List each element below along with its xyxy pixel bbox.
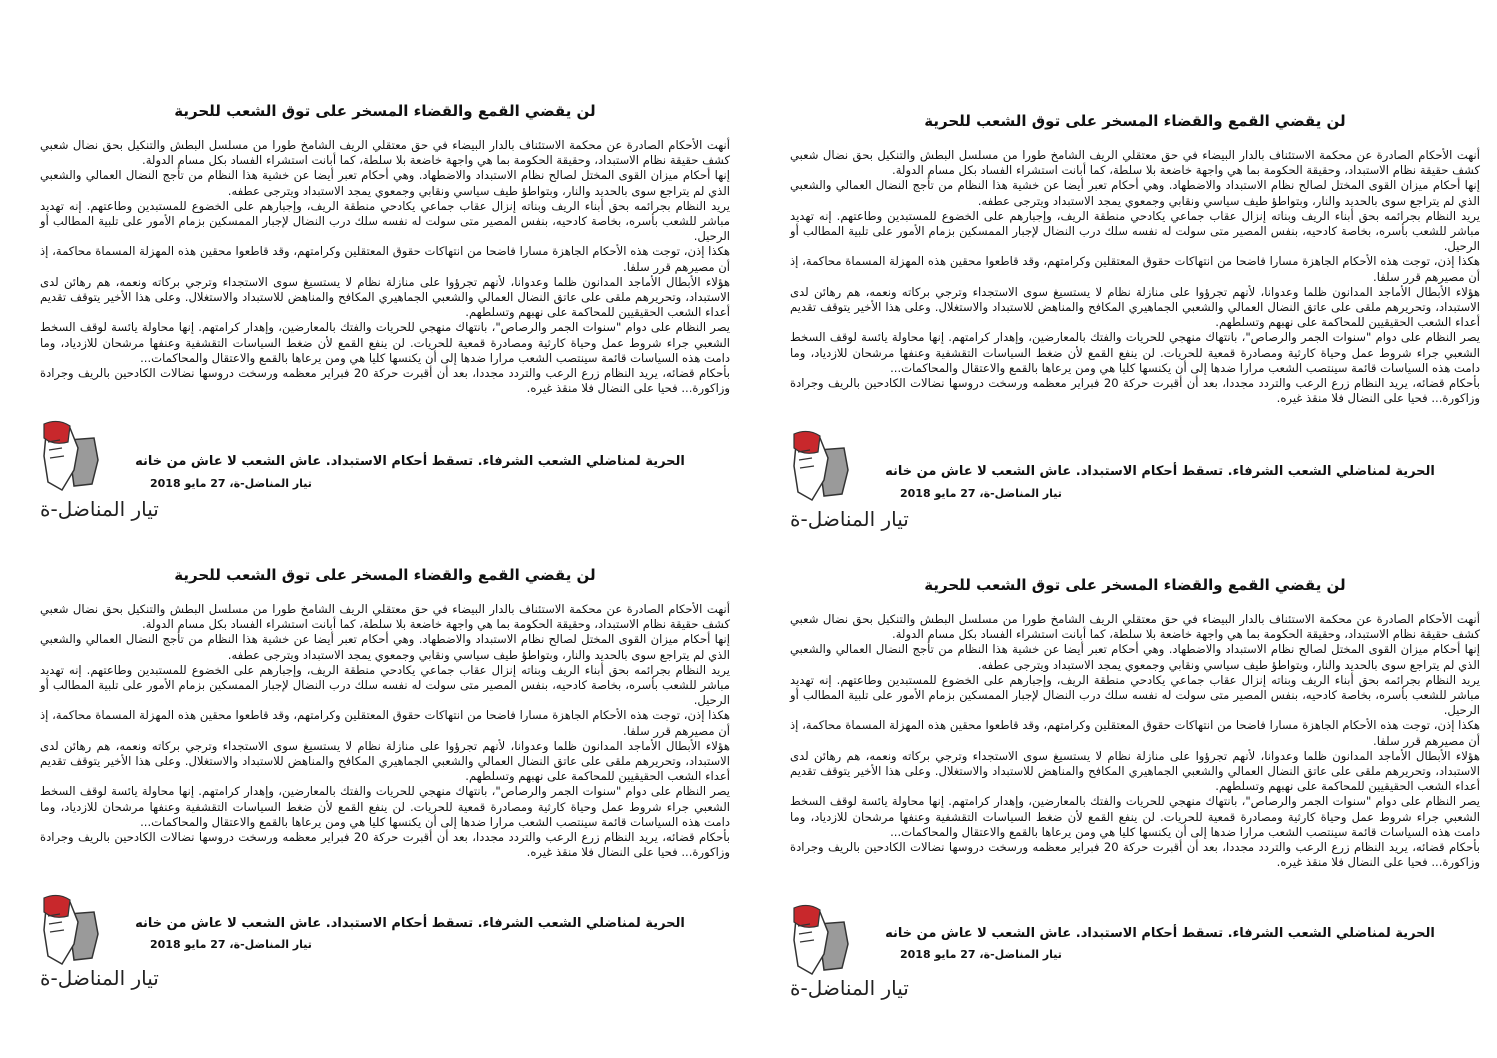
leaflet-title: لن يقضي القمع والقضاء المسخر على توق الشعب للحرية (924, 112, 1346, 130)
paragraph: هكذا إذن، توجت هذه الأحكام الجاهزة مسارا فاضحا من انتهاكات حقوق المعتقلين وكرامتهم، وقد قاطعوا محقين هذه المهزلة المسماة محاكمة، إذ أن مصيرهم قرر سلفا. (790, 718, 1480, 748)
paragraph: إنها أحكام ميزان القوى المختل لصالح نظام الاستبداد والاضطهاد. وهي أحكام تعبر أيضا عن خشية هذا النظام من تأجج النضال العمالي والشعبي الذي لم يتراجع سوى بالحديد والنار، وبتواطؤ طيف سياسي ونقابي وجمعوي يمجد الاستبداد ويترجى عطفه. (790, 178, 1480, 208)
paragraph: هؤلاء الأبطال الأماجد المدانون ظلما وعدوانا، لأنهم تجرؤوا على منازلة نظام لا يستسيغ سوى الاستجداء وترجي بركاته ونعمه، هم رهائن لدى الاستبداد، وتحريرهم ملقى على عاتق النضال العمالي والشعبي الجماهيري المكافح والمناهض للاستبداد والاستغلال. وعلى هذا الأخير يتوقف تقديم أعداء الشعب الحقيقيين للمحاكمة على نهبهم وتسلطهم. (40, 274, 730, 320)
paragraph: بأحكام قضائه، يريد النظام زرع الرعب والتردد مجددا، بعد أن أقبرت حركة 20 فبراير معظمه ورسخت دروسها نضالات الكادحين بالريف وجرادة وزاكورة... فحيا على النضال فلا منقذ غيره. (40, 366, 730, 396)
raised-fist-logo-icon (40, 420, 102, 492)
raised-fist-logo-icon (790, 904, 852, 976)
signature-date: تيار المناضل-ة، 27 مايو 2018 (900, 948, 1062, 961)
raised-fist-logo-icon (40, 894, 102, 966)
paragraph: يصر النظام على دوام "سنوات الجمر والرصاص"، بانتهاك منهجي للحريات والفتك بالمعارضين، وإهدار كرامتهم. إنها محاولة يائسة لوقف السخط الشعبي جراء شروط عمل وحياة كارثية ومصادرة قمعية للحريات. لن ينفع القمع لأن ضغط السياسات التقشفية وعنفها مرشحان للازدياد، وما دامت هذه السياسات قائمة سينتصب الشعب مرارا ضدها إلى أن يكنسها كليا هي ومن يرعاها بالقمع والاعتقال والمحاكمات... (790, 330, 1480, 375)
signature-date: تيار المناضل-ة، 27 مايو 2018 (150, 477, 312, 490)
leaflet-bottom-right (790, 576, 1480, 1046)
organization-logo-text: تيار المناضل-ة (40, 966, 159, 990)
paragraph: يريد النظام بجرائمه بحق أبناء الريف وبناته إنزال عقاب جماعي يكادحي منطقة الريف، وإجبارهم على الخضوع للمستبدين وطاعتهم. إنه تهديد مباشر للشعب بأسره، بخاصة كادحيه، بنفس المصير متى سولت له نفسه سلك درب النضال لإجبار الممسكين بزمام الأمور على تلبية المطالب أو الرحيل. (790, 208, 1480, 254)
raised-fist-logo-icon (790, 430, 852, 502)
paragraph: أنهت الأحكام الصادرة عن محكمة الاستئناف بالدار البيضاء في حق معتقلي الريف الشامخ طورا من مسلسل البطش والتنكيل بحق نضال شعبي كشف حقيقة نظام الاستبداد، وحقيقة الحكومة بما هي واجهة خاضعة بلا سلطة، كما أبانت استشراء الفساد بكل مسام الدولة. (790, 148, 1480, 178)
leaflet-title: لن يقضي القمع والقضاء المسخر على توق الشعب للحرية (174, 566, 596, 584)
paragraph: أنهت الأحكام الصادرة عن محكمة الاستئناف بالدار البيضاء في حق معتقلي الريف الشامخ طورا من مسلسل البطش والتنكيل بحق نضال شعبي كشف حقيقة نظام الاستبداد، وحقيقة الحكومة بما هي واجهة خاضعة بلا سلطة، كما أبانت استشراء الفساد بكل مسام الدولة. (40, 602, 730, 632)
paragraph: يصر النظام على دوام "سنوات الجمر والرصاص"، بانتهاك منهجي للحريات والفتك بالمعارضين، وإهدار كرامتهم. إنها محاولة يائسة لوقف السخط الشعبي جراء شروط عمل وحياة كارثية ومصادرة قمعية للحريات. لن ينفع القمع لأن ضغط السياسات التقشفية وعنفها مرشحان للازدياد، وما دامت هذه السياسات قائمة سينتصب الشعب مرارا ضدها إلى أن يكنسها كليا هي ومن يرعاها بالقمع والاعتقال والمحاكمات... (40, 784, 730, 829)
paragraph: هؤلاء الأبطال الأماجد المدانون ظلما وعدوانا، لأنهم تجرؤوا على منازلة نظام لا يستسيغ سوى الاستجداء وترجي بركاته ونعمه، هم رهائن لدى الاستبداد، وتحريرهم ملقى على عاتق النضال العمالي والشعبي الجماهيري المكافح والمناهض للاستبداد والاستغلال. وعلى هذا الأخير يتوقف تقديم أعداء الشعب الحقيقيين للمحاكمة على نهبهم وتسلطهم. (790, 748, 1480, 794)
paragraph: يريد النظام بجرائمه بحق أبناء الريف وبناته إنزال عقاب جماعي يكادحي منطقة الريف، وإجبارهم على الخضوع للمستبدين وطاعتهم. إنه تهديد مباشر للشعب بأسره، بخاصة كادحيه، بنفس المصير متى سولت له نفسه سلك درب النضال لإجبار الممسكين بزمام الأمور على تلبية المطالب أو الرحيل. (40, 662, 730, 708)
paragraph: هكذا إذن، توجت هذه الأحكام الجاهزة مسارا فاضحا من انتهاكات حقوق المعتقلين وكرامتهم، وقد قاطعوا محقين هذه المهزلة المسماة محاكمة، إذ أن مصيرهم قرر سلفا. (40, 708, 730, 738)
organization-logo-text: تيار المناضل-ة (40, 497, 159, 521)
paragraph: إنها أحكام ميزان القوى المختل لصالح نظام الاستبداد والاضطهاد. وهي أحكام تعبر أيضا عن خشية هذا النظام من تأجج النضال العمالي والشعبي الذي لم يتراجع سوى بالحديد والنار، وبتواطؤ طيف سياسي ونقابي وجمعوي يمجد الاستبداد ويترجى عطفه. (40, 168, 730, 198)
paragraph: هكذا إذن، توجت هذه الأحكام الجاهزة مسارا فاضحا من انتهاكات حقوق المعتقلين وكرامتهم، وقد قاطعوا محقين هذه المهزلة المسماة محاكمة، إذ أن مصيرهم قرر سلفا. (40, 244, 730, 274)
paragraph: أنهت الأحكام الصادرة عن محكمة الاستئناف بالدار البيضاء في حق معتقلي الريف الشامخ طورا من مسلسل البطش والتنكيل بحق نضال شعبي كشف حقيقة نظام الاستبداد، وحقيقة الحكومة بما هي واجهة خاضعة بلا سلطة، كما أبانت استشراء الفساد بكل مسام الدولة. (790, 612, 1480, 642)
paragraph: بأحكام قضائه، يريد النظام زرع الرعب والتردد مجددا، بعد أن أقبرت حركة 20 فبراير معظمه ورسخت دروسها نضالات الكادحين بالريف وجرادة وزاكورة... فحيا على النضال فلا منقذ غيره. (790, 376, 1480, 406)
slogan: الحرية لمناضلي الشعب الشرفاء. تسقط أحكام الاستبداد. عاش الشعب لا عاش من خانه (885, 464, 1435, 479)
slogan: الحرية لمناضلي الشعب الشرفاء. تسقط أحكام الاستبداد. عاش الشعب لا عاش من خانه (135, 916, 685, 931)
paragraph: يصر النظام على دوام "سنوات الجمر والرصاص"، بانتهاك منهجي للحريات والفتك بالمعارضين، وإهدار كرامتهم. إنها محاولة يائسة لوقف السخط الشعبي جراء شروط عمل وحياة كارثية ومصادرة قمعية للحريات. لن ينفع القمع لأن ضغط السياسات التقشفية وعنفها مرشحان للازدياد، وما دامت هذه السياسات قائمة سينتصب الشعب مرارا ضدها إلى أن يكنسها كليا هي ومن يرعاها بالقمع والاعتقال والمحاكمات... (40, 320, 730, 365)
slogan: الحرية لمناضلي الشعب الشرفاء. تسقط أحكام الاستبداد. عاش الشعب لا عاش من خانه (885, 926, 1435, 941)
leaflet-top-right (790, 112, 1480, 582)
leaflet-body (790, 612, 1480, 870)
paragraph: أنهت الأحكام الصادرة عن محكمة الاستئناف بالدار البيضاء في حق معتقلي الريف الشامخ طورا من مسلسل البطش والتنكيل بحق نضال شعبي كشف حقيقة نظام الاستبداد، وحقيقة الحكومة بما هي واجهة خاضعة بلا سلطة، كما أبانت استشراء الفساد بكل مسام الدولة. (40, 138, 730, 168)
leaflet-bottom-left (40, 566, 730, 1036)
signature-date: تيار المناضل-ة، 27 مايو 2018 (900, 487, 1062, 500)
leaflet-body (40, 602, 730, 860)
slogan: الحرية لمناضلي الشعب الشرفاء. تسقط أحكام الاستبداد. عاش الشعب لا عاش من خانه (135, 454, 685, 469)
leaflet-title: لن يقضي القمع والقضاء المسخر على توق الشعب للحرية (174, 102, 596, 120)
paragraph: هؤلاء الأبطال الأماجد المدانون ظلما وعدوانا، لأنهم تجرؤوا على منازلة نظام لا يستسيغ سوى الاستجداء وترجي بركاته ونعمه، هم رهائن لدى الاستبداد، وتحريرهم ملقى على عاتق النضال العمالي والشعبي الجماهيري المكافح والمناهض للاستبداد والاستغلال. وعلى هذا الأخير يتوقف تقديم أعداء الشعب الحقيقيين للمحاكمة على نهبهم وتسلطهم. (790, 284, 1480, 330)
paragraph: يصر النظام على دوام "سنوات الجمر والرصاص"، بانتهاك منهجي للحريات والفتك بالمعارضين، وإهدار كرامتهم. إنها محاولة يائسة لوقف السخط الشعبي جراء شروط عمل وحياة كارثية ومصادرة قمعية للحريات. لن ينفع القمع لأن ضغط السياسات التقشفية وعنفها مرشحان للازدياد، وما دامت هذه السياسات قائمة سينتصب الشعب مرارا ضدها إلى أن يكنسها كليا هي ومن يرعاها بالقمع والاعتقال والمحاكمات... (790, 794, 1480, 839)
leaflet-top-left (40, 102, 730, 572)
organization-logo-text: تيار المناضل-ة (790, 507, 909, 531)
paragraph: إنها أحكام ميزان القوى المختل لصالح نظام الاستبداد والاضطهاد. وهي أحكام تعبر أيضا عن خشية هذا النظام من تأجج النضال العمالي والشعبي الذي لم يتراجع سوى بالحديد والنار، وبتواطؤ طيف سياسي ونقابي وجمعوي يمجد الاستبداد ويترجى عطفه. (40, 632, 730, 662)
leaflet-body (790, 148, 1480, 406)
paragraph: هكذا إذن، توجت هذه الأحكام الجاهزة مسارا فاضحا من انتهاكات حقوق المعتقلين وكرامتهم، وقد قاطعوا محقين هذه المهزلة المسماة محاكمة، إذ أن مصيرهم قرر سلفا. (790, 254, 1480, 284)
paragraph: إنها أحكام ميزان القوى المختل لصالح نظام الاستبداد والاضطهاد. وهي أحكام تعبر أيضا عن خشية هذا النظام من تأجج النضال العمالي والشعبي الذي لم يتراجع سوى بالحديد والنار، وبتواطؤ طيف سياسي ونقابي وجمعوي يمجد الاستبداد ويترجى عطفه. (790, 642, 1480, 672)
leaflet-body (40, 138, 730, 396)
paragraph: بأحكام قضائه، يريد النظام زرع الرعب والتردد مجددا، بعد أن أقبرت حركة 20 فبراير معظمه ورسخت دروسها نضالات الكادحين بالريف وجرادة وزاكورة... فحيا على النضال فلا منقذ غيره. (40, 830, 730, 860)
paragraph: يريد النظام بجرائمه بحق أبناء الريف وبناته إنزال عقاب جماعي يكادحي منطقة الريف، وإجبارهم على الخضوع للمستبدين وطاعتهم. إنه تهديد مباشر للشعب بأسره، بخاصة كادحيه، بنفس المصير متى سولت له نفسه سلك درب النضال لإجبار الممسكين بزمام الأمور على تلبية المطالب أو الرحيل. (40, 198, 730, 244)
organization-logo-text: تيار المناضل-ة (790, 976, 909, 1000)
paragraph: هؤلاء الأبطال الأماجد المدانون ظلما وعدوانا، لأنهم تجرؤوا على منازلة نظام لا يستسيغ سوى الاستجداء وترجي بركاته ونعمه، هم رهائن لدى الاستبداد، وتحريرهم ملقى على عاتق النضال العمالي والشعبي الجماهيري المكافح والمناهض للاستبداد والاستغلال. وعلى هذا الأخير يتوقف تقديم أعداء الشعب الحقيقيين للمحاكمة على نهبهم وتسلطهم. (40, 738, 730, 784)
leaflet-title: لن يقضي القمع والقضاء المسخر على توق الشعب للحرية (924, 576, 1346, 594)
paragraph: يريد النظام بجرائمه بحق أبناء الريف وبناته إنزال عقاب جماعي يكادحي منطقة الريف، وإجبارهم على الخضوع للمستبدين وطاعتهم. إنه تهديد مباشر للشعب بأسره، بخاصة كادحيه، بنفس المصير متى سولت له نفسه سلك درب النضال لإجبار الممسكين بزمام الأمور على تلبية المطالب أو الرحيل. (790, 672, 1480, 718)
paragraph: بأحكام قضائه، يريد النظام زرع الرعب والتردد مجددا، بعد أن أقبرت حركة 20 فبراير معظمه ورسخت دروسها نضالات الكادحين بالريف وجرادة وزاكورة... فحيا على النضال فلا منقذ غيره. (790, 840, 1480, 870)
signature-date: تيار المناضل-ة، 27 مايو 2018 (150, 938, 312, 951)
